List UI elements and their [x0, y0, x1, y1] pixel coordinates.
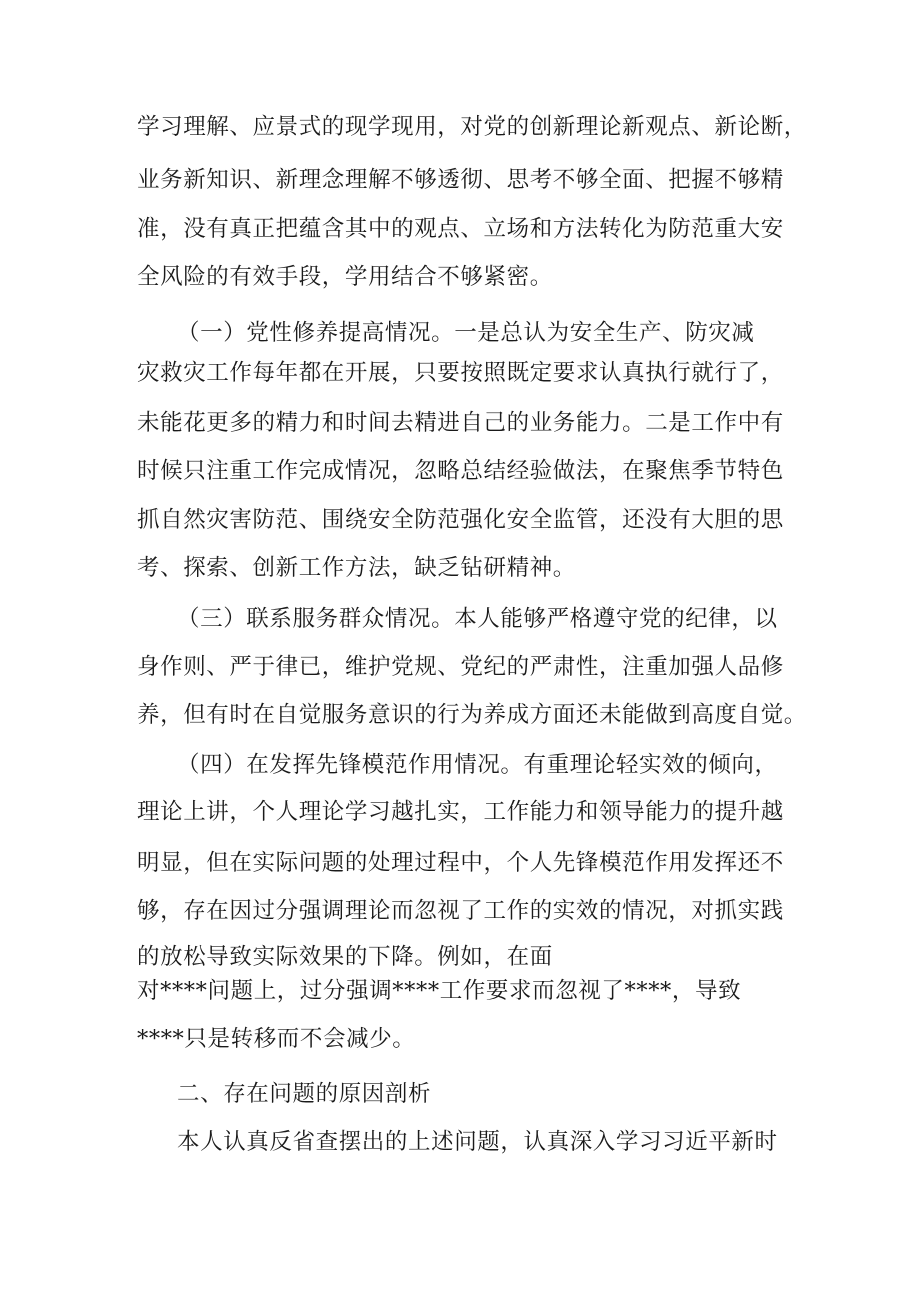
text-line: 考、探索、创新工作方法，缺乏钻研精神。 [137, 555, 576, 581]
text-line: 准，没有真正把蕴含其中的观点、立场和方法转化为防范重大安 [137, 216, 784, 242]
text-line: 学习理解、应景式的现学现用，对党的创新理论新观点、新论断， [137, 114, 807, 140]
section-heading-paragraph: （四）在发挥先锋模范作用情况。有重理论轻实效的倾向， [177, 752, 778, 778]
text-line: ****只是转移而不会减少。 [137, 1026, 416, 1052]
text-line: 业务新知识、新理念理解不够透彻、思考不够全面、把握不够精 [137, 167, 784, 193]
text-line: 灾救灾工作每年都在开展，只要按照既定要求认真执行就行了， [137, 360, 784, 386]
text-line: 养，但有时在自觉服务意识的行为养成方面还未能做到高度自觉。 [137, 702, 807, 728]
text-line: 够，存在因过分强调理论而忽视了工作的实效的情况，对抓实践 [137, 898, 784, 924]
text-line: 身作则、严于律已，维护党规、党纪的严肃性，注重加强人品修 [137, 654, 784, 680]
text-line: 理论上讲，个人理论学习越扎实，工作能力和领导能力的提升越 [137, 799, 784, 825]
text-line: 本人认真反省查摆出的上述问题，认真深入学习习近平新时 [177, 1129, 778, 1155]
text-line: 全风险的有效手段，学用结合不够紧密。 [137, 264, 553, 290]
section-title: 二、存在问题的原因剖析 [177, 1081, 432, 1107]
section-heading-paragraph: （三）联系服务群众情况。本人能够严格遵守党的纪律，以 [177, 606, 778, 632]
text-line: 未能花更多的精力和时间去精进自己的业务能力。二是工作中有 [137, 410, 784, 436]
text-line: 时候只注重工作完成情况，忽略总结经验做法，在聚焦季节特色 [137, 458, 784, 484]
text-line: 的放松导致实际效果的下降。例如，在面 [137, 944, 553, 970]
text-line: 抓自然灾害防范、围绕安全防范强化安全监管，还没有大胆的思 [137, 507, 784, 533]
text-line: 明显，但在实际问题的处理过程中，个人先锋模范作用发挥还不 [137, 850, 784, 876]
text-line: 对****问题上，过分强调****工作要求而忽视了****，导致 [137, 978, 742, 1004]
section-heading-paragraph: （一）党性修养提高情况。一是总认为安全生产、防灾减 [177, 320, 755, 346]
